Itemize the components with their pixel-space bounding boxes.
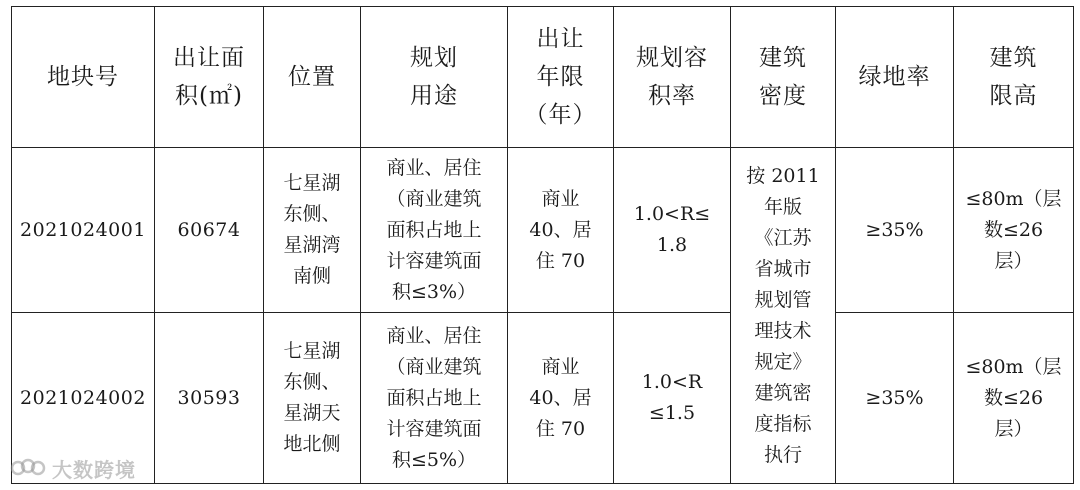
header-area: 出让面 积(㎡): [155, 7, 264, 148]
header-density: 建筑 密度: [731, 7, 836, 148]
parcel-location: 七星湖 东侧、 星湖天 地北侧: [264, 313, 361, 484]
watermark-logo-icon: [10, 456, 46, 480]
parcel-height-limit: ≤80m（层 数≤26 层）: [954, 313, 1074, 484]
parcel-green-ratio: ≥35%: [836, 148, 954, 313]
parcel-term: 商业 40、居 住 70: [508, 313, 614, 484]
header-location: 位置: [264, 7, 361, 148]
parcel-id: 2021024001: [12, 148, 155, 313]
parcel-far: 1.0<R≤ 1.8: [614, 148, 731, 313]
watermark: [10, 454, 136, 482]
parcel-location: 七星湖 东侧、 星湖湾 南侧: [264, 148, 361, 313]
table-row: [12, 148, 1074, 313]
header-height-limit: 建筑 限高: [954, 7, 1074, 148]
header-green-ratio: 绿地率: [836, 7, 954, 148]
parcel-area: 30593: [155, 313, 264, 484]
parcel-use: 商业、居住 （商业建筑 面积占地上 计容建筑面 积≤5%）: [361, 313, 508, 484]
parcel-term: 商业 40、居 住 70: [508, 148, 614, 313]
header-term: 出让 年限 （年）: [508, 7, 614, 148]
land-parcel-table: [11, 6, 1074, 484]
parcel-area: 60674: [155, 148, 264, 313]
header-planned-use: 规划 用途: [361, 7, 508, 148]
parcel-far: 1.0<R ≤1.5: [614, 313, 731, 484]
parcel-height-limit: ≤80m（层 数≤26 层）: [954, 148, 1074, 313]
header-far: 规划容 积率: [614, 7, 731, 148]
header-parcel-no: 地块号: [12, 7, 155, 148]
parcel-use: 商业、居住 （商业建筑 面积占地上 计容建筑面 积≤3%）: [361, 148, 508, 313]
header-row: [12, 7, 1074, 148]
parcel-id: 2021024002: [12, 313, 155, 484]
density-merged-cell: 按 2011 年版 《江苏 省城市 规划管 理技术 规定》 建筑密 度指标 执行: [731, 148, 836, 484]
watermark-text: 大数跨境: [52, 457, 136, 482]
table-row: [12, 313, 1074, 484]
parcel-green-ratio: ≥35%: [836, 313, 954, 484]
